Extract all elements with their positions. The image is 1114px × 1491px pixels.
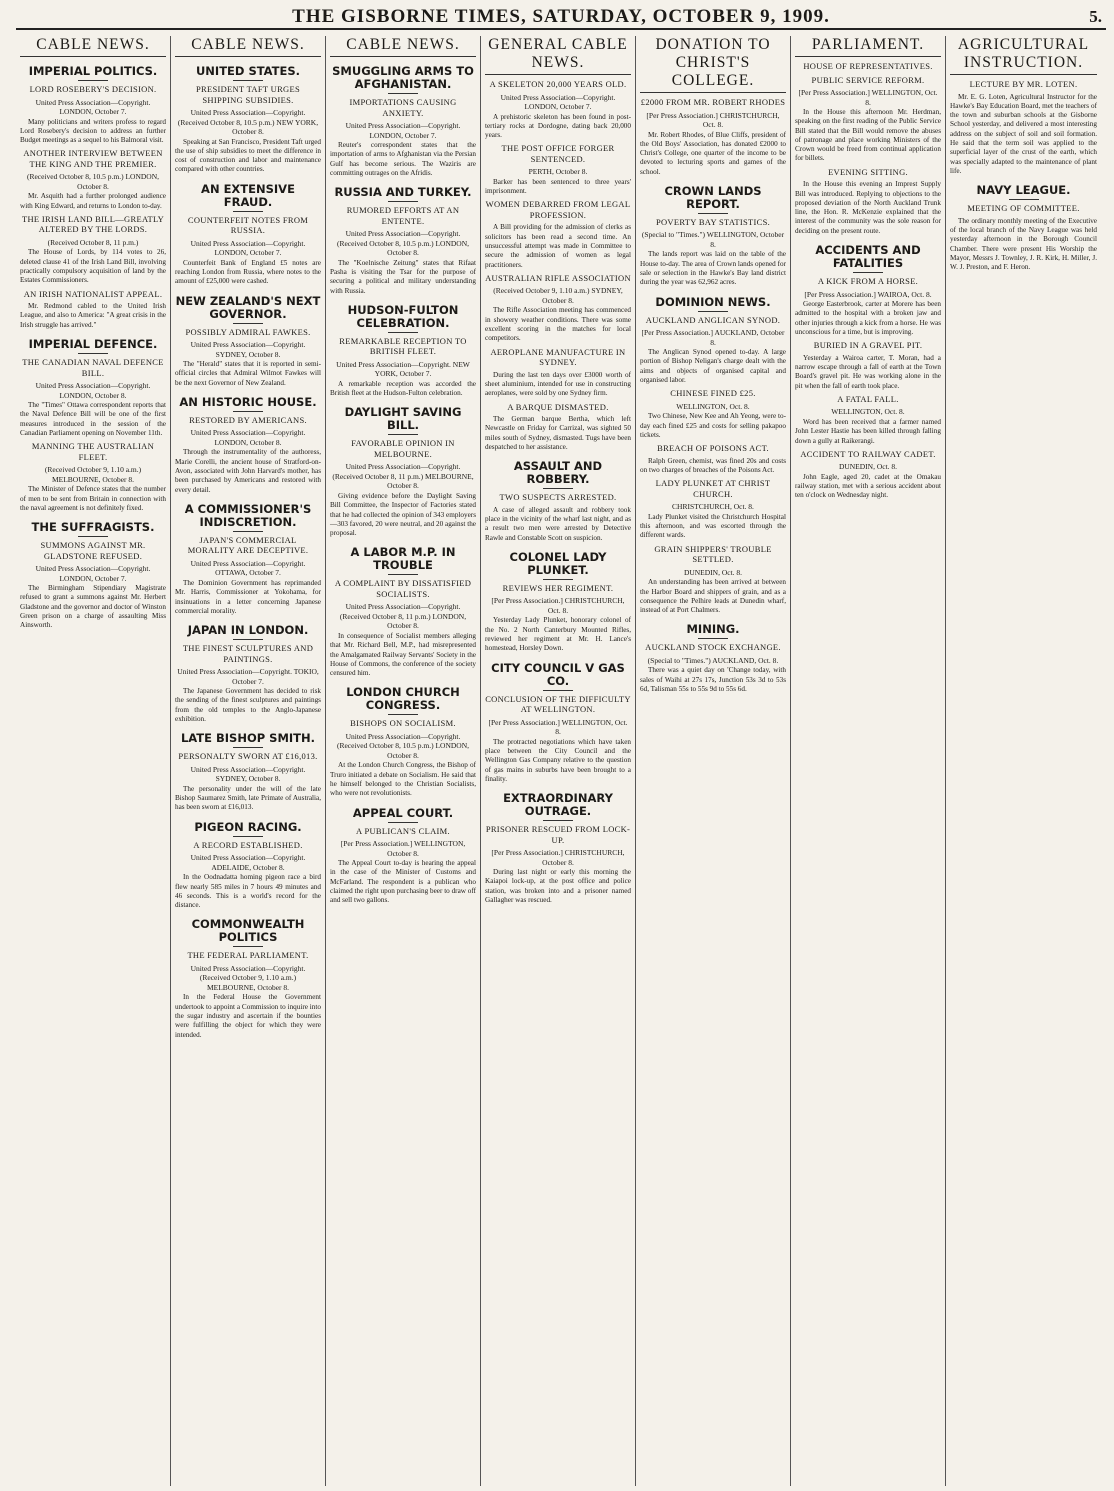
article-body: Speaking at San Francisco, President Taft urged the use of ship subsidies to meet the difference in cost of construction and labor and maintenance compared with other countries. — [175, 137, 321, 174]
article-dateline: United Press Association—Copyright. SYDNEY, October 8. — [190, 764, 306, 784]
article-dateline: CHRISTCHURCH, Oct. 8. — [672, 502, 754, 512]
column-heading: PARLIAMENT. — [795, 36, 941, 57]
article-body: A prehistoric skeleton has been found in post-tertiary rocks at Dordogne, dating back 20,000 years. — [485, 112, 631, 140]
headline-rule — [698, 638, 728, 639]
article-dateline: United Press Association—Copyright. (Received October 8, 10.5 p.m.) NEW YORK, October 8. — [177, 108, 319, 136]
article-body: The "Times" Ottawa correspondent reports that the Naval Defence Bill will be one of the first measures introduced in the session of the Canadian Parliament opening on November 11th. — [20, 401, 166, 437]
headline-rule — [233, 211, 263, 212]
article-dateline: [Per Press Association.] WELLINGTON, Oct. 8. — [798, 88, 938, 107]
article-body: Mr. E. G. Loten, Agricultural Instructor for the Hawke's Bay Education Board, met the teachers of the town and suburban schools at the Gisborne School yesterday, and delivered a most interesting address on the subject of soil and soil formation. He said that the term soil was applied to the superficial layer of the crust of the earth, which was specially adapted to the maintenance of plant life. — [950, 92, 1097, 175]
article-body: The Japanese Government has decided to risk the sending of the finest sculptures and paintings from the old temples to the Anglo-Japanese exhibition. — [175, 687, 321, 724]
article — [20, 214, 166, 286]
article-subhead: PUBLIC SERVICE REFORM. — [811, 74, 925, 85]
article-headline: UNITED STATES. — [195, 64, 301, 78]
column-4 — [481, 36, 636, 1486]
article-dateline: [Per Press Association.] CHRISTCHURCH, Oct. 8. — [491, 596, 625, 615]
headline-rule — [388, 332, 418, 333]
article-subhead: REMARKABLE RECEPTION TO BRITISH FLEET. — [339, 335, 467, 357]
article-dateline: United Press Association—Copyright. LONDON, October 7. — [35, 97, 151, 116]
article — [485, 662, 631, 784]
article-body: Word has been received that a farmer named John Lester Hastie has been killed through falling down a gully at Raikerangi. — [795, 417, 941, 445]
article-dateline: [Per Press Association.] CHRISTCHURCH, October 8. — [491, 848, 625, 867]
headline-rule — [78, 536, 108, 537]
article-dateline: (Received October 8, 11 p.m.) — [47, 237, 139, 247]
article-headline: DOMINION NEWS. — [655, 294, 771, 309]
headline-rule — [388, 714, 418, 715]
article-dateline: (Special to "Times.") WELLINGTON, October 8. — [641, 230, 785, 249]
article — [640, 478, 786, 540]
article-dateline: WELLINGTON, Oct. 8. — [831, 407, 905, 417]
article-headline: LONDON CHURCH CONGRESS. — [346, 685, 460, 713]
article-dateline: United Press Association—Copyright. SYDNEY, October 8. — [190, 340, 306, 359]
article — [795, 75, 941, 164]
article-subhead: CHINESE FINED £25. — [670, 388, 756, 399]
headline-rule — [233, 531, 263, 532]
article-dateline: United Press Association—Copyright. NEW YORK, October 7. — [336, 359, 470, 379]
article — [640, 544, 786, 616]
article-subhead: PERSONALTY SWORN AT £16,013. — [178, 751, 318, 762]
article-subhead: FAVORABLE OPINION IN MELBOURNE. — [351, 438, 455, 459]
article-body: An understanding has been arrived at between the Harbor Board and shippers of grain, and as a consequence the Pelhire leads at Dunedin wharf, instead of at Port Chalmers. — [640, 578, 786, 615]
article-body: The lands report was laid on the table of the House to-day. The area of Crown lands opened for sale or selection in the Hawke's Bay land district during the year was 62,962 acres. — [640, 250, 786, 287]
article-body: Mr. Redmond cabled to the United Irish League, and also to America: "A great crisis in the Irish struggle has arrived." — [20, 302, 166, 329]
article-body: The House of Lords, by 114 votes to 26, deleted clause 41 of the Irish Land Bill, involving practically compulsory acquisition of land by the Estates Commissioners. — [20, 248, 166, 285]
article-body: The Rifle Association meeting has commenced in showery weather conditions. There was some excellent scoring in the matches for local competitors. — [485, 306, 631, 343]
article-body: Counterfeit Bank of England £5 notes are reaching London from Russia, where notes to the amount of £25,000 were cashed. — [175, 258, 321, 286]
headline-rule — [853, 272, 883, 273]
article-body: George Easterbrook, carter at Morere has been admitted to the hospital with a broken jaw and other injuries through a kick from a horse. He was unconscious for a time, but is improving. — [795, 300, 941, 336]
article — [485, 79, 631, 140]
article-subhead: LECTURE BY MR. LOTEN. — [969, 79, 1078, 89]
article — [485, 551, 631, 654]
article — [175, 624, 321, 724]
article-body: The personality under the will of the late Bishop Saumarez Smith, late Primate of Australia, has been sworn at £16,013. — [175, 784, 321, 812]
article-subhead: THE FEDERAL PARLIAMENT. — [187, 950, 309, 961]
article-subhead: A FATAL FALL. — [837, 393, 899, 404]
article-headline: THE SUFFRAGISTS. — [31, 520, 155, 535]
column-heading: CABLE NEWS. — [330, 36, 476, 57]
article-dateline: United Press Association—Copyright. (Received October 9, 1.10 a.m.) MELBOURNE, October 8. — [190, 963, 306, 992]
article-dateline: United Press Association—Copyright. (Received October 8, 11 p.m.) LONDON, October 8. — [339, 602, 467, 631]
article — [795, 394, 941, 446]
article-subhead: THE POST OFFICE FORGER SENTENCED. — [501, 143, 615, 164]
article-subhead: REVIEWS HER REGIMENT. — [502, 582, 614, 593]
article-subhead: GRAIN SHIPPERS' TROUBLE SETTLED. — [654, 543, 772, 565]
article-subhead: A SKELETON 20,000 YEARS OLD. — [489, 79, 627, 89]
headline-rule — [78, 353, 108, 354]
article-subhead: POVERTY BAY STATISTICS. — [655, 216, 771, 227]
article-body: Through the instrumentality of the authoress, Marie Corelli, the ancient house of Stratford-on-Avon, associated with John Harvard's mother, has been purchased by Americans and restored with every detail. — [175, 448, 321, 494]
headline-rule — [543, 820, 573, 821]
article-headline: PIGEON RACING. — [194, 819, 302, 834]
article — [795, 167, 941, 236]
article-dateline: United Press Association—Copyright. LONDON, October 7. — [35, 564, 151, 583]
article-dateline: (Received October 9, 1.10 a.m.) MELBOURNE, October 8. — [44, 465, 142, 484]
article — [485, 143, 631, 196]
article-dateline: [Per Press Association.] AUCKLAND, October 8. — [641, 328, 785, 347]
article-subhead: A BARQUE DISMASTED. — [507, 401, 609, 412]
headline-rule — [233, 946, 263, 947]
article-body: The Anglican Synod opened to-day. A large portion of Bishop Neligan's charge dealt with the aims and objects of organised capital and organised labor. — [640, 348, 786, 385]
headline-rule — [543, 579, 573, 580]
article-subhead: IMPORTATIONS CAUSING ANXIETY. — [349, 97, 457, 118]
article-body: A case of alleged assault and robbery took place in the vicinity of the wharf last night, and as a result two men were arrested by Detective Rawle and Constable Scott on suspicion. — [485, 505, 631, 542]
article-dateline: [Per Press Association.] CHRISTCHURCH, Oct. 8. — [646, 110, 780, 129]
headline-rule — [78, 80, 108, 81]
column-2 — [171, 36, 326, 1486]
article-dateline: United Press Association—Copyright. LONDON, October 8. — [190, 428, 306, 447]
masthead-title: THE GISBORNE TIMES, SATURDAY, OCTOBER 9, 1909. — [292, 6, 830, 27]
article — [330, 304, 476, 399]
article-headline: CROWN LANDS REPORT. — [664, 183, 762, 211]
article — [20, 521, 166, 630]
headline-rule — [698, 213, 728, 214]
article-dateline: [Per Press Association.] WELLINGTON, October 8. — [340, 839, 466, 858]
article-headline: A COMMISSIONER'S INDISCRETION. — [184, 501, 312, 529]
article-body: Mr. Asquith had a further prolonged audience with King Edward, and returns to London to-day. — [20, 192, 166, 210]
column-5 — [636, 36, 791, 1486]
article-subhead: AUCKLAND STOCK EXCHANGE. — [645, 642, 781, 653]
article-subhead: MEETING OF COMMITTEE. — [967, 203, 1080, 214]
article-dateline: United Press Association—Copyright. LONDON, October 7. — [345, 121, 461, 140]
article-body: The Appeal Court to-day is hearing the appeal in the case of the Minister of Customs and McFarland. The respondent is a publican who claimed the right upon purchasing beer to draw off and sell two gallons. — [330, 859, 476, 905]
article-dateline: PERTH, October 8. — [528, 167, 588, 177]
column-7 — [946, 36, 1101, 1486]
article-subhead: RUMORED EFFORTS AT AN ENTENTE. — [346, 205, 460, 226]
article-subhead: TWO SUSPECTS ARRESTED. — [499, 492, 617, 503]
column-heading: GENERAL CABLE NEWS. — [485, 36, 631, 75]
columns — [16, 36, 1106, 1486]
article-subhead: AUCKLAND ANGLICAN SYNOD. — [645, 314, 781, 325]
article-body: The Birmingham Stipendiary Magistrate refused to grant a summons against Mr. Herbert Gladstone and the governor and doctor of Winston Green prison on a charge of assaulting Miss Ainsworth. — [20, 584, 166, 630]
article-dateline: (Received October 8, 10.5 p.m.) LONDON, October 8. — [26, 172, 160, 191]
article — [175, 183, 321, 287]
article-dateline: United Press Association—Copyright. LONDON, October 8. — [35, 381, 151, 400]
article — [20, 148, 166, 211]
article-headline: A LABOR M.P. IN TROUBLE — [350, 545, 456, 573]
article-headline: COLONEL LADY PLUNKET. — [509, 549, 607, 577]
article-headline: APPEAL COURT. — [352, 805, 454, 820]
article-subhead: PRISONER RESCUED FROM LOCK-UP. — [485, 824, 631, 845]
article-body: A Bill providing for the admission of clerks as solicitors has been read a second time. An unsuccessful attempt was made in Committee to secure the admission of women as legal practitioners. — [485, 223, 631, 269]
headline-rule — [388, 93, 418, 94]
article — [175, 732, 321, 812]
article — [330, 686, 476, 798]
article-subhead: £2000 FROM MR. ROBERT RHODES — [640, 97, 786, 107]
article — [640, 623, 786, 694]
article-body: The "Koelnische Zeitung" states that Rifaat Pasha is visiting the Tsar for the purpose of securing a political and military understanding with Russia. — [330, 258, 476, 295]
article-subhead: BREACH OF POISONS ACT. — [657, 443, 769, 454]
article — [485, 402, 631, 453]
article-body: Many politicians and writers profess to regard Lord Rosebery's decision to address an further Budget meetings as a sequel to his Balmoral visit. — [20, 117, 166, 145]
article-subhead: RESTORED BY AMERICANS. — [189, 414, 307, 425]
article-headline: IMPERIAL POLITICS. — [28, 64, 158, 78]
article-headline: ASSAULT AND ROBBERY. — [513, 459, 603, 487]
article — [640, 97, 786, 177]
article-body: Two Chinese, New Kee and Ah Yeong, were to-day each fined £25 and costs for selling pakapoo tickets. — [640, 412, 786, 439]
article-dateline: United Press Association—Copyright. ADELAIDE, October 8. — [190, 853, 306, 872]
article-dateline: United Press Association—Copyright. OTTAWA, October 7. — [190, 558, 306, 578]
column-3 — [326, 36, 481, 1486]
article-subhead: SUMMONS AGAINST MR. GLADSTONE REFUSED. — [40, 540, 146, 561]
article-body: Yesterday a Wairoa carter, T. Moran, had a narrow escape through a fall of earth at the Town Board's gravel pit. He was working alone in the pit when the fall of earth took place. — [795, 353, 941, 390]
column-heading: DONATION TO CHRIST'S COLLEGE. — [640, 36, 786, 93]
article-subhead: BISHOPS ON SOCIALISM. — [350, 718, 456, 729]
article — [640, 185, 786, 288]
article — [20, 441, 166, 513]
headline-rule — [233, 747, 263, 748]
article-subhead: AN IRISH NATIONALIST APPEAL. — [23, 288, 163, 299]
article-dateline: United Press Association—Copyright. TOKIO, October 7. — [177, 667, 319, 686]
article-body: A remarkable reception was accorded the British fleet at the Hudson-Fulton celebration. — [330, 379, 476, 398]
headline-rule — [233, 323, 263, 324]
article-subhead: THE IRISH LAND BILL—GREATLY ALTERED BY THE LORDS. — [21, 213, 165, 235]
article — [20, 65, 166, 145]
article-dateline: [Per Press Association.] WELLINGTON, Oct. 8. — [488, 717, 628, 737]
column-heading: AGRICULTURAL INSTRUCTION. — [950, 36, 1097, 75]
headline-rule — [1009, 199, 1039, 200]
article — [485, 347, 631, 399]
article — [330, 807, 476, 906]
article-dateline: United Press Association—Copyright. (Received October 8, 10.5 p.m.) LONDON, October 8. — [336, 731, 470, 760]
article — [175, 918, 321, 1039]
article-body: In the House this evening an Imprest Supply Bill was introduced. Replying to objections to the proposed deviation of the North Auckland Trunk line, the Hon. R. McKenzie explained that the interest of the community was the sole reason for deciding on the present route. — [795, 180, 941, 235]
article — [175, 295, 321, 388]
column-heading: CABLE NEWS. — [20, 36, 166, 57]
headline-rule — [233, 80, 263, 81]
article-subhead: AEROPLANE MANUFACTURE IN SYDNEY. — [490, 346, 626, 368]
article-body: The Minister of Defence states that the number of men to be sent from Britain in connection with the naval agreement is not definitely fixed. — [20, 485, 166, 512]
article-body: John Eagle, aged 20, cadet at the Omakau railway station, met with a serious accident about ten o'clock on Wednesday night. — [795, 472, 941, 500]
article-body: Ralph Green, chemist, was fined 20s and costs on two charges of breaches of the Poisons Act. — [640, 456, 786, 475]
column-heading: CABLE NEWS. — [175, 36, 321, 57]
article-subhead: A RECORD ESTABLISHED. — [193, 839, 303, 850]
article-subhead: EVENING SITTING. — [828, 166, 908, 177]
article-subhead: THE FINEST SCULPTURES AND PAINTINGS. — [182, 643, 314, 664]
article-body: Giving evidence before the Daylight Saving Bill Committee, the Inspector of Factories stated that he had collected the opinion of 343 employers—303 favored, 20 were neutral, and 20 against the proposal. — [330, 491, 476, 538]
article-subhead: AUSTRALIAN RIFLE ASSOCIATION — [485, 272, 631, 283]
article — [330, 65, 476, 178]
article-subhead: WOMEN DEBARRED FROM LEGAL PROFESSION. — [485, 199, 631, 220]
article-headline: RUSSIA AND TURKEY. — [334, 185, 472, 200]
article-subhead: PRESIDENT TAFT URGES SHIPPING SUBSIDIES. — [195, 84, 301, 105]
article-body: Yesterday Lady Plunket, honorary colonel of the No. 2 North Canterbury Mounted Rifles, reviewed her regiment at Mr. H. Lance's homestead, Horsley Down. — [485, 616, 631, 653]
article-headline: SMUGGLING ARMS TO AFGHANISTAN. — [332, 64, 474, 91]
article — [795, 340, 941, 391]
headline-rule — [388, 434, 418, 435]
article-body: The German barque Bertha, which left Newcastle on Friday for Carrizal, was sighted 50 miles south of Sydney, dismasted. Tugs have been despatched to her assistance. — [485, 415, 631, 451]
article — [640, 443, 786, 475]
article-subhead: ACCIDENT TO RAILWAY CADET. — [800, 448, 936, 459]
article-body: In the Oodnadatta homing pigeon race a bird flew nearly 585 miles in 7 hours 49 minutes and 46 seconds. This is a world's record for the distance. — [175, 873, 321, 910]
article-headline: DAYLIGHT SAVING BILL. — [344, 405, 462, 433]
article-body: The protracted negotiations which have taken place between the City Council and the Wellington Gas Company relative to the question of gas mains in suburbs have been brought to a finality. — [485, 737, 631, 783]
article-subhead: MANNING THE AUSTRALIAN FLEET. — [31, 441, 155, 462]
article — [175, 503, 321, 616]
article-subhead: POSSIBLY ADMIRAL FAWKES. — [185, 326, 311, 337]
article-body: At the London Church Congress, the Bishop of Truro initiated a debate on Socialism. He said that he himself belonged to the Christian Socialists, who were not revolutionists. — [330, 761, 476, 798]
article — [175, 821, 321, 911]
article-subhead: A KICK FROM A HORSE. — [817, 276, 919, 287]
article — [795, 244, 941, 337]
article-body: There was a quiet day on 'Change today, with sales of Waihi at 27s 17s, Junction 53s 3d to 53s 6d, Talisman 55s to 55s 9d to 55s 6d. — [640, 666, 786, 694]
headline-rule — [233, 411, 263, 412]
headline-rule — [233, 639, 263, 640]
article — [20, 289, 166, 330]
article-headline: NEW ZEALAND'S NEXT GOVERNOR. — [175, 293, 321, 321]
article-headline: JAPAN IN LONDON. — [187, 623, 309, 638]
column-6 — [791, 36, 946, 1486]
article-dateline: WELLINGTON, Oct. 8. — [676, 401, 750, 411]
article-subhead: BURIED IN A GRAVEL PIT. — [813, 340, 923, 351]
article-dateline: United Press Association—Copyright. LONDON, October 7. — [190, 238, 306, 258]
headline-rule — [388, 574, 418, 575]
article-headline: NAVY LEAGUE. — [976, 183, 1071, 198]
article-body: In consequence of Socialist members alleging that Mr. Richard Bell, M.P., had misrepresented the Amalgamated Railway Servants' Society in the House of Commons, the conference of the society censured him. — [330, 631, 476, 678]
article-subhead: ANOTHER INTERVIEW BETWEEN THE KING AND THE PREMIER. — [23, 148, 163, 169]
headline-rule — [543, 488, 573, 489]
article-dateline: [Per Press Association.] WAIROA, Oct. 8. — [804, 289, 932, 299]
article-subhead: HOUSE OF REPRESENTATIVES. — [803, 61, 933, 71]
article-body: In the House this afternoon Mr. Herdman, speaking on the first reading of the Public Service Bill stated that the Bill would remove the abuses of patronage and place working Ministers of the Crown would be freed from continual application for billets. — [795, 108, 941, 163]
article-dateline: DUNEDIN, Oct. 8. — [683, 567, 743, 577]
masthead — [16, 6, 1106, 30]
article-subhead: A PUBLICAN'S CLAIM. — [356, 825, 450, 836]
article-headline: CITY COUNCIL V GAS CO. — [491, 660, 625, 688]
article — [330, 546, 476, 678]
article-body: The "Herald" states that it is reported in semi-official circles that Admiral Wilmot Fawkes will be the next Governor of New Zealand. — [175, 360, 321, 387]
article-body: Reuter's correspondent states that the importation of arms to Afghanistan via the Persian Gulf has become serious. The Waziris are committing outrages on the Afridis. — [330, 141, 476, 177]
headline-rule — [388, 822, 418, 823]
article-body: The ordinary monthly meeting of the Executive of the local branch of the Navy League was held yesterday afternoon in the Borough Council Chamber. There were present His Worship the Mayor, Messrs J. Townley, J. R. Kirk, H. Miller, J. W. J. Preston, and F. Heron. — [950, 216, 1097, 272]
article-headline: AN HISTORIC HOUSE. — [179, 394, 317, 409]
article-headline: EXTRAORDINARY OUTRAGE. — [503, 791, 613, 819]
article-subhead: COUNTERFEIT NOTES FROM RUSSIA. — [187, 214, 309, 236]
article-subhead: A COMPLAINT BY DISSATISFIED SOCIALISTS. — [334, 578, 472, 599]
article — [640, 296, 786, 386]
article — [640, 388, 786, 440]
article-subhead: CONCLUSION OF THE DIFFICULTY AT WELLINGTON. — [485, 693, 631, 715]
article — [485, 273, 631, 344]
column-1 — [16, 36, 171, 1486]
article-body: In the Federal House the Government undertook to appoint a Commission to inquire into the sugar industry and ascertain if the bounties were fulfilling the object for which they were intended. — [175, 993, 321, 1039]
article — [20, 338, 166, 438]
article-dateline: DUNEDIN, Oct. 8. — [838, 462, 898, 472]
article-subhead: THE CANADIAN NAVAL DEFENCE BILL. — [22, 357, 164, 378]
article-headline: ACCIDENTS AND FATALITIES — [815, 243, 921, 271]
headline-rule — [388, 201, 418, 202]
article-body: The Dominion Government has reprimanded Mr. Harris, Commissioner at Yokohama, for insinuations in a letter concerning Japanese commercial morality. — [175, 578, 321, 615]
article — [485, 460, 631, 543]
article-body: Lady Plunket visited the Christchurch Hospital this afternoon, and was escorted through the different wards. — [640, 512, 786, 540]
article-subhead: LORD ROSEBERY'S DECISION. — [29, 84, 157, 94]
article — [330, 186, 476, 296]
article-dateline: United Press Association—Copyright. LONDON, October 7. — [500, 92, 616, 111]
article-dateline: United Press Association—Copyright. (Received October 8, 11 p.m.) MELBOURNE, October 8. — [332, 462, 474, 491]
article-dateline: (Received October 9, 1.10 a.m.) SYDNEY, October 8. — [493, 286, 623, 305]
article-body: During the last ten days over £3000 worth of sheet aluminium, intended for use in constructing aeroplanes, were sold by one Sydney firm. — [485, 370, 631, 398]
article-body: Barker has been sentenced to three years' imprisonment. — [485, 177, 631, 196]
article — [485, 199, 631, 269]
article — [485, 792, 631, 905]
article — [795, 61, 941, 72]
article — [950, 184, 1097, 272]
article — [795, 449, 941, 501]
article — [330, 406, 476, 538]
article-headline: COMMONWEALTH POLITICS — [191, 917, 305, 945]
article-subhead: JAPAN'S COMMERCIAL MORALITY ARE DECEPTIVE. — [187, 534, 309, 556]
article-subhead: LADY PLUNKET AT CHRIST CHURCH. — [655, 478, 771, 499]
article-dateline: (Special to "Times.") AUCKLAND, Oct. 8. — [647, 655, 779, 665]
article-body: During last night or early this morning the Kaiapoi lock-up, at the post office and police station, was broken into and a prisoner named Gallagher was rescued. — [485, 868, 631, 904]
headline-rule — [698, 311, 728, 312]
article — [175, 396, 321, 495]
article-headline: HUDSON-FULTON CELEBRATION. — [347, 302, 459, 330]
article — [175, 65, 321, 175]
article-headline: MINING. — [686, 622, 740, 637]
article-headline: AN EXTENSIVE FRAUD. — [201, 181, 295, 209]
article-headline: LATE BISHOP SMITH. — [180, 731, 316, 746]
article — [950, 79, 1097, 176]
article-body: Mr. Robert Rhodes, of Blue Cliffs, president of the Old Boys' Association, has donated £2000 to Christ's College, one quarter of the income to be devoted to lecturing sports and games of the school. — [640, 130, 786, 176]
page-number: 5. — [1089, 7, 1102, 26]
headline-rule — [233, 836, 263, 837]
article-dateline: United Press Association—Copyright. (Received October 8, 10.5 p.m.) LONDON, October 8. — [336, 229, 470, 258]
headline-rule — [543, 690, 573, 691]
article-headline: IMPERIAL DEFENCE. — [28, 337, 158, 352]
